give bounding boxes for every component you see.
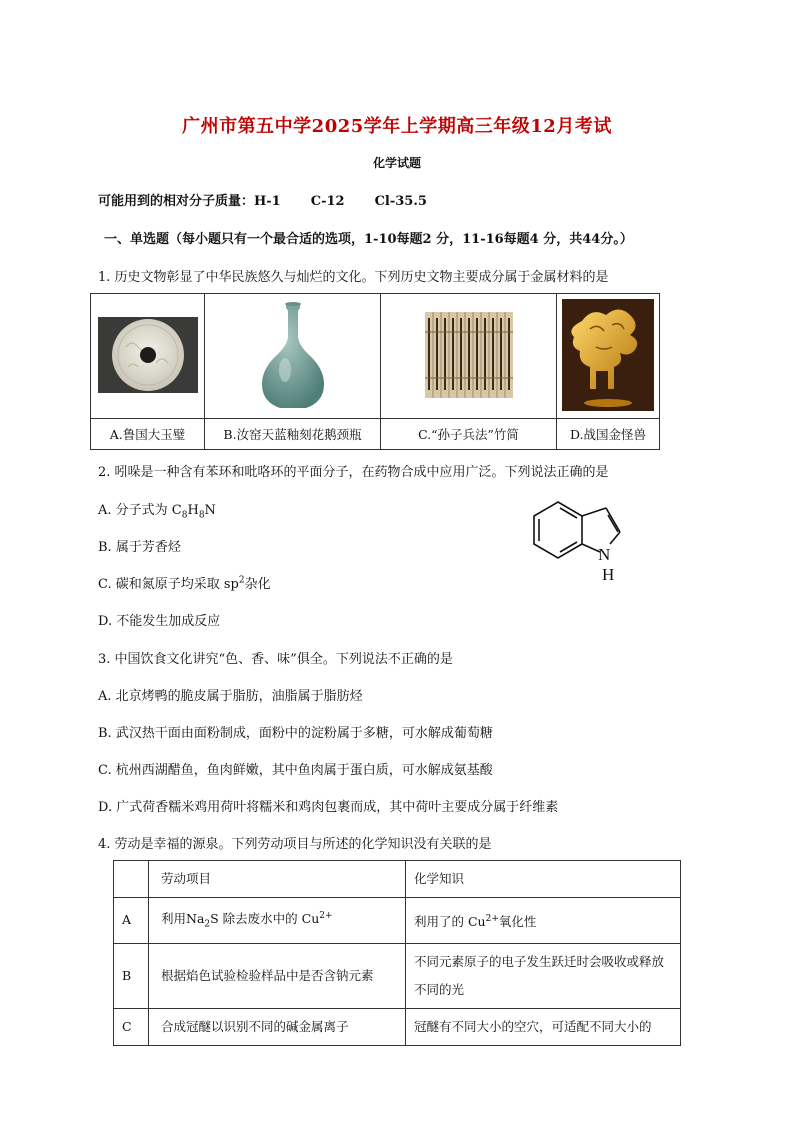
q3-option-d: D. 广式荷香糯米鸡用荷叶将糯米和鸡肉包裹而成，其中荷叶主要成分属于纤维素 — [98, 800, 559, 815]
q2-option-b: B. 属于芳香烃 — [98, 540, 181, 555]
table-row — [114, 943, 681, 1008]
celadon-vase-icon — [237, 300, 349, 410]
q1-option-a: A.鲁国大玉璧 — [91, 419, 205, 450]
q1-option-d: D.战国金怪兽 — [557, 419, 660, 450]
jade-bi-disc-icon — [98, 317, 198, 393]
q4-row-c-knowledge: 冠醚有不同大小的空穴，可适配不同大小的 — [406, 1008, 681, 1045]
q4-row-b-letter: B — [114, 943, 149, 1008]
q4-header-knowledge: 化学知识 — [406, 861, 681, 898]
q4-row-a-letter: A — [114, 898, 149, 944]
q4-row-a-knowledge: 利用了的 $Cu^{2+}$氧化性 — [406, 898, 681, 944]
q3-stem: 3. 中国饮食文化讲究“色、香、味”俱全。下列说法不正确的是 — [98, 652, 453, 667]
indole-n-label: N — [598, 545, 611, 564]
exam-title: 广州市第五中学2025学年上学期高三年级12月考试 — [182, 116, 612, 137]
section-heading: 一、单选题（每小题只有一个最合适的选项，1-10每题2 分，11-16每题4 分，共44分。） — [104, 232, 633, 247]
table-row — [114, 898, 681, 944]
mass-cl: Cl-35.5 — [374, 194, 427, 209]
q1-image-b — [205, 294, 381, 419]
q4-stem: 4. 劳动是幸福的源泉。下列劳动项目与所述的化学知识没有关联的是 — [98, 837, 492, 852]
bamboo-slips-icon — [425, 312, 513, 398]
q1-option-b: B.汝窑天蓝釉刻花鹅颈瓶 — [205, 419, 381, 450]
q1-options-table — [90, 293, 660, 450]
q1-option-c: C.“孙子兵法”竹简 — [381, 419, 557, 450]
mass-h: 可能用到的相对分子质量：H-1 — [98, 194, 281, 209]
q1-image-c — [381, 294, 557, 419]
q3-option-c: C. 杭州西湖醋鱼，鱼肉鲜嫩，其中鱼肉属于蛋白质，可水解成氨基酸 — [98, 763, 493, 778]
q3-option-a: A. 北京烤鸭的脆皮属于脂肪，油脂属于脂肪烃 — [98, 689, 363, 704]
q4-row-b-project: 根据焰色试验检验样品中是否含钠元素 — [149, 943, 406, 1008]
q2-stem: 2. 吲哚是一种含有苯环和吡咯环的平面分子，在药物合成中应用广泛。下列说法正确的是 — [98, 465, 609, 480]
indole-h-label: H — [602, 565, 615, 584]
q1-image-d — [557, 294, 660, 419]
q4-row-b-knowledge: 不同元素原子的电子发生跃迁时会吸收或释放不同的光 — [406, 943, 681, 1008]
relative-masses — [98, 190, 457, 209]
gold-beast-icon — [562, 299, 654, 411]
q3-option-b: B. 武汉热干面由面粉制成，面粉中的淀粉属于多糖，可水解成葡萄糖 — [98, 726, 493, 741]
table-row — [114, 1008, 681, 1045]
q1-image-a — [91, 294, 205, 419]
indole-structure-diagram — [530, 494, 640, 584]
q2-option-d: D. 不能发生加成反应 — [98, 614, 221, 629]
q4-row-a-project: 利用$Na_2S$ 除去废水中的 $Cu^{2+}$ — [149, 898, 406, 944]
q4-header-letter — [114, 861, 149, 898]
q4-header-project: 劳动项目 — [149, 861, 406, 898]
q1-stem: 1. 历史文物彰显了中华民族悠久与灿烂的文化。下列历史文物主要成分属于金属材料的是 — [98, 270, 609, 285]
q4-row-c-letter: C — [114, 1008, 149, 1045]
q2-option-a: A. 分子式为 $C_8H_8N$ — [98, 503, 216, 521]
table-row — [114, 861, 681, 898]
q4-row-c-project: 合成冠醚以识别不同的碱金属离子 — [149, 1008, 406, 1045]
q2-option-c: C. 碳和氮原子均采取 $sp^2$杂化 — [98, 575, 271, 592]
mass-c: C-12 — [310, 194, 345, 209]
q4-table — [113, 860, 681, 1046]
exam-subtitle: 化学试题 — [372, 156, 421, 170]
